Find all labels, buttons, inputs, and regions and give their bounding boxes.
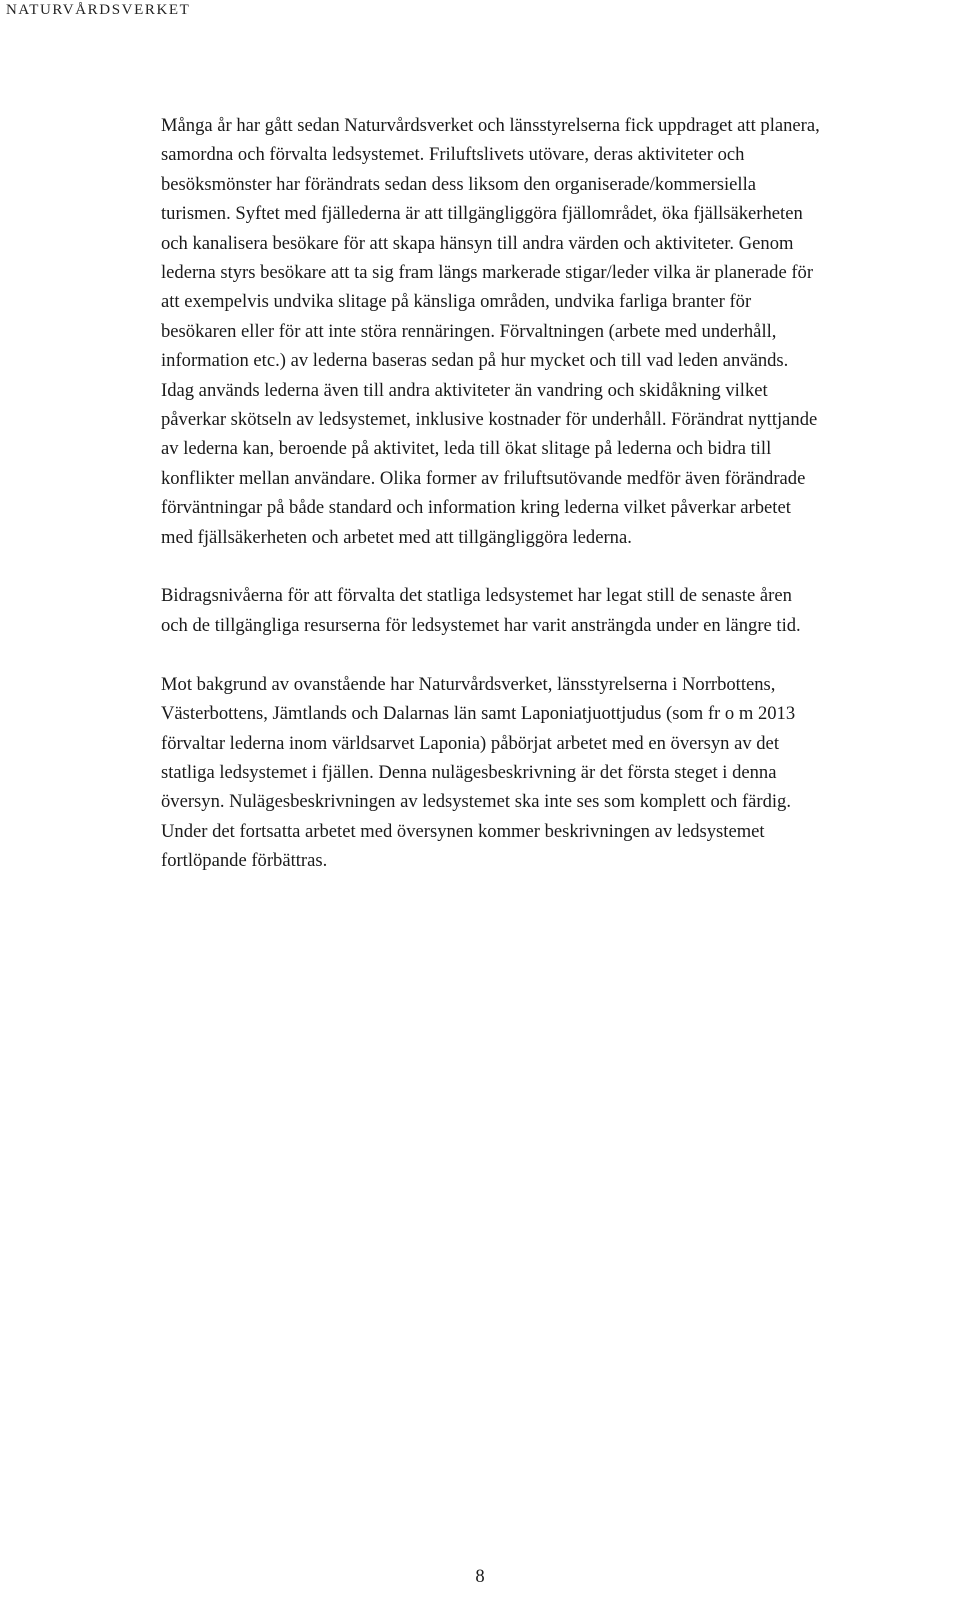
page-number: 8 bbox=[475, 1566, 485, 1587]
paragraph-line: lederna styrs besökare att ta sig fram längs markerade stigar/leder vilka är planerade för bbox=[161, 262, 814, 284]
paragraph-line: turismen. Syftet med fjällederna är att tillgängliggöra fjällområdet, öka fjällsäkerheten bbox=[161, 203, 803, 225]
paragraph-line: statliga ledsystemet i fjällen. Denna nulägesbeskrivning är det första steget i denna bbox=[161, 761, 777, 783]
paragraph-line: Under det fortsatta arbetet med översynen kommer beskrivningen av ledsystemet bbox=[161, 820, 765, 842]
paragraph-line: Många år har gått sedan Naturvårdsverket och länsstyrelserna fick uppdraget att planera, bbox=[161, 115, 820, 136]
document-body bbox=[161, 111, 951, 905]
paragraph-line: konflikter mellan användare. Olika former av friluftsutövande medför även förändrade bbox=[161, 467, 806, 489]
paragraph-line: Mot bakgrund av ovanstående har Naturvårdsverket, länsstyrelserna i Norrbottens, bbox=[161, 673, 776, 695]
document-header: NATURVÅRDSVERKET bbox=[6, 2, 191, 18]
paragraph-line: förväntningar på både standard och information kring lederna vilket påverkar arbetet bbox=[161, 497, 791, 519]
paragraph-line: Västerbottens, Jämtlands och Dalarnas län samt Laponiatjuottjudus (som fr o m 2013 bbox=[161, 703, 796, 725]
body-paragraph bbox=[161, 581, 951, 640]
paragraph-line: att exempelvis undvika slitage på känsliga områden, undvika farliga branter för bbox=[161, 291, 752, 313]
paragraph-line: och kanalisera besökare för att skapa hänsyn till andra värden och aktiviteter. Genom bbox=[161, 232, 794, 254]
paragraph-line: fortlöpande förbättras. bbox=[161, 850, 328, 872]
paragraph-line: samordna och förvalta ledsystemet. Friluftslivets utövare, deras aktiviteter och bbox=[161, 144, 745, 166]
paragraph-line: information etc.) av lederna baseras sedan på hur mycket och till vad leden används. bbox=[161, 350, 789, 372]
body-paragraph bbox=[161, 111, 951, 552]
paragraph-line: påverkar skötseln av ledsystemet, inklusive kostnader för underhåll. Förändrat nyttjande bbox=[161, 409, 818, 431]
paragraph-line: med fjällsäkerheten och arbetet med att tillgängliggöra lederna. bbox=[161, 526, 632, 548]
body-paragraph bbox=[161, 670, 951, 876]
paragraph-line: besökaren eller för att inte störa rennäringen. Förvaltningen (arbete med underhåll, bbox=[161, 320, 777, 342]
paragraph-line: av lederna kan, beroende på aktivitet, leda till ökat slitage på lederna och bidra till bbox=[161, 438, 772, 460]
paragraph-line: översyn. Nulägesbeskrivningen av ledsystemet ska inte ses som komplett och färdig. bbox=[161, 791, 791, 813]
paragraph-line: Bidragsnivåerna för att förvalta det statliga ledsystemet har legat still de senaste åren bbox=[161, 585, 792, 607]
paragraph-line: och de tillgängliga resurserna för ledsystemet har varit ansträngda under en längre tid. bbox=[161, 614, 801, 636]
paragraph-line: förvaltar lederna inom världsarvet Laponia) påbörjat arbetet med en översyn av det bbox=[161, 732, 779, 754]
paragraph-line: besöksmönster har förändrats sedan dess liksom den organiserade/kommersiella bbox=[161, 173, 757, 195]
paragraph-line: Idag används lederna även till andra aktiviteter än vandring och skidåkning vilket bbox=[161, 379, 768, 401]
